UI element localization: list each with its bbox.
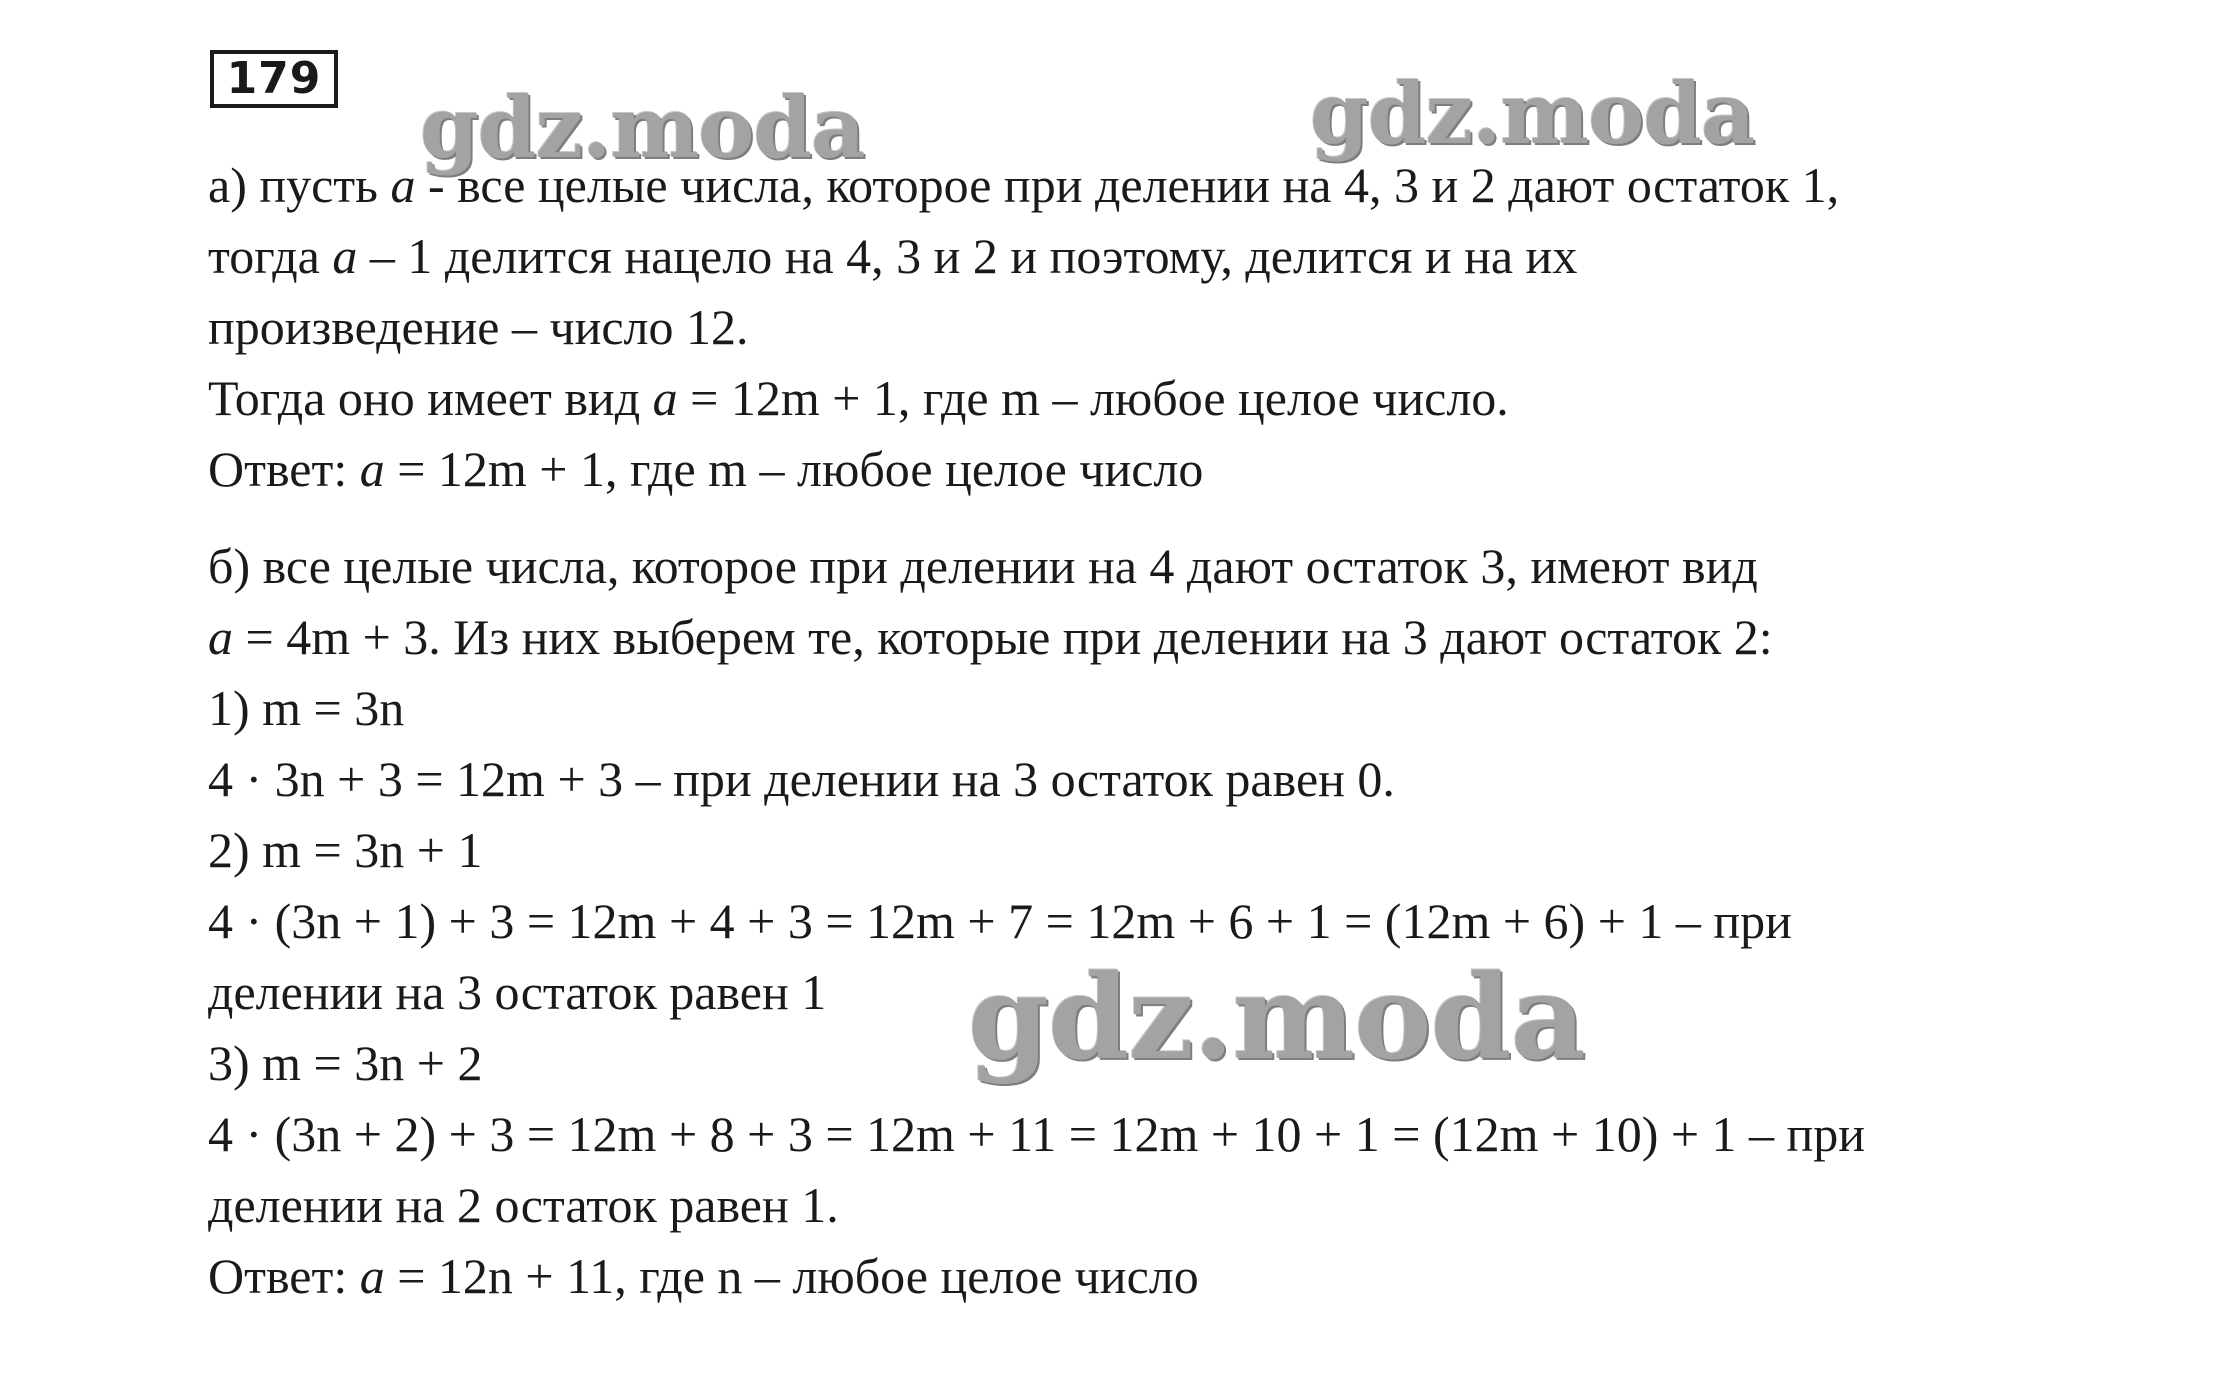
part-b-case-3: 3) m = 3n + 2	[208, 1035, 483, 1091]
part-b-line-2: a = 4m + 3. Из них выберем те, которые при делении на 3 дают остаток 2:	[208, 609, 1773, 665]
part-b-answer: Ответ: a = 12n + 11, где n – любое целое число	[208, 1248, 1199, 1304]
solution-text	[208, 150, 2208, 1312]
watermark-logo: gdz.moda	[420, 78, 865, 177]
variable-a: a	[652, 370, 678, 426]
part-b-case-2: 2) m = 3n + 1	[208, 822, 483, 878]
problem-number-box: 179	[210, 50, 338, 108]
part-b-line-1: б) все целые числа, которое при делении на 4 дают остаток 3, имеют вид	[208, 538, 1758, 594]
part-b-case-1-calc: 4 · 3n + 3 = 12m + 3 – при делении на 3 остаток равен 0.	[208, 751, 1395, 807]
part-b-case-3-result: делении на 2 остаток равен 1.	[208, 1177, 839, 1233]
variable-a: a	[359, 441, 385, 497]
part-a-line-4: Тогда оно имеет вид a = 12m + 1, где m – любое целое число.	[208, 370, 1509, 426]
part-b-case-1: 1) m = 3n	[208, 680, 405, 736]
part-a-line-1: а) пусть a - все целые числа, которое при делении на 4, 3 и 2 дают остаток 1,	[208, 157, 1840, 213]
part-a-line-3: произведение – число 12.	[208, 299, 749, 355]
variable-a: a	[359, 1248, 385, 1304]
variable-a: a	[332, 228, 358, 284]
variable-a: a	[208, 609, 233, 665]
part-a-line-2: тогда a – 1 делится нацело на 4, 3 и 2 и поэтому, делится и на их	[208, 228, 1578, 284]
section-gap	[208, 505, 2208, 531]
part-b-case-2-result: делении на 3 остаток равен 1	[208, 964, 827, 1020]
watermark-logo: gdz.moda	[1310, 64, 1755, 163]
part-b-case-2-calc: 4 · (3n + 1) + 3 = 12m + 4 + 3 = 12m + 7 = 12m + 6 + 1 = (12m + 6) + 1 – при	[208, 893, 1792, 949]
part-a-answer: Ответ: a = 12m + 1, где m – любое целое число	[208, 441, 1204, 497]
variable-a: a	[390, 157, 416, 213]
part-b-case-3-calc: 4 · (3n + 2) + 3 = 12m + 8 + 3 = 12m + 11 = 12m + 10 + 1 = (12m + 10) + 1 – при	[208, 1106, 1866, 1162]
watermark-logo: gdz.moda	[968, 950, 1585, 1086]
